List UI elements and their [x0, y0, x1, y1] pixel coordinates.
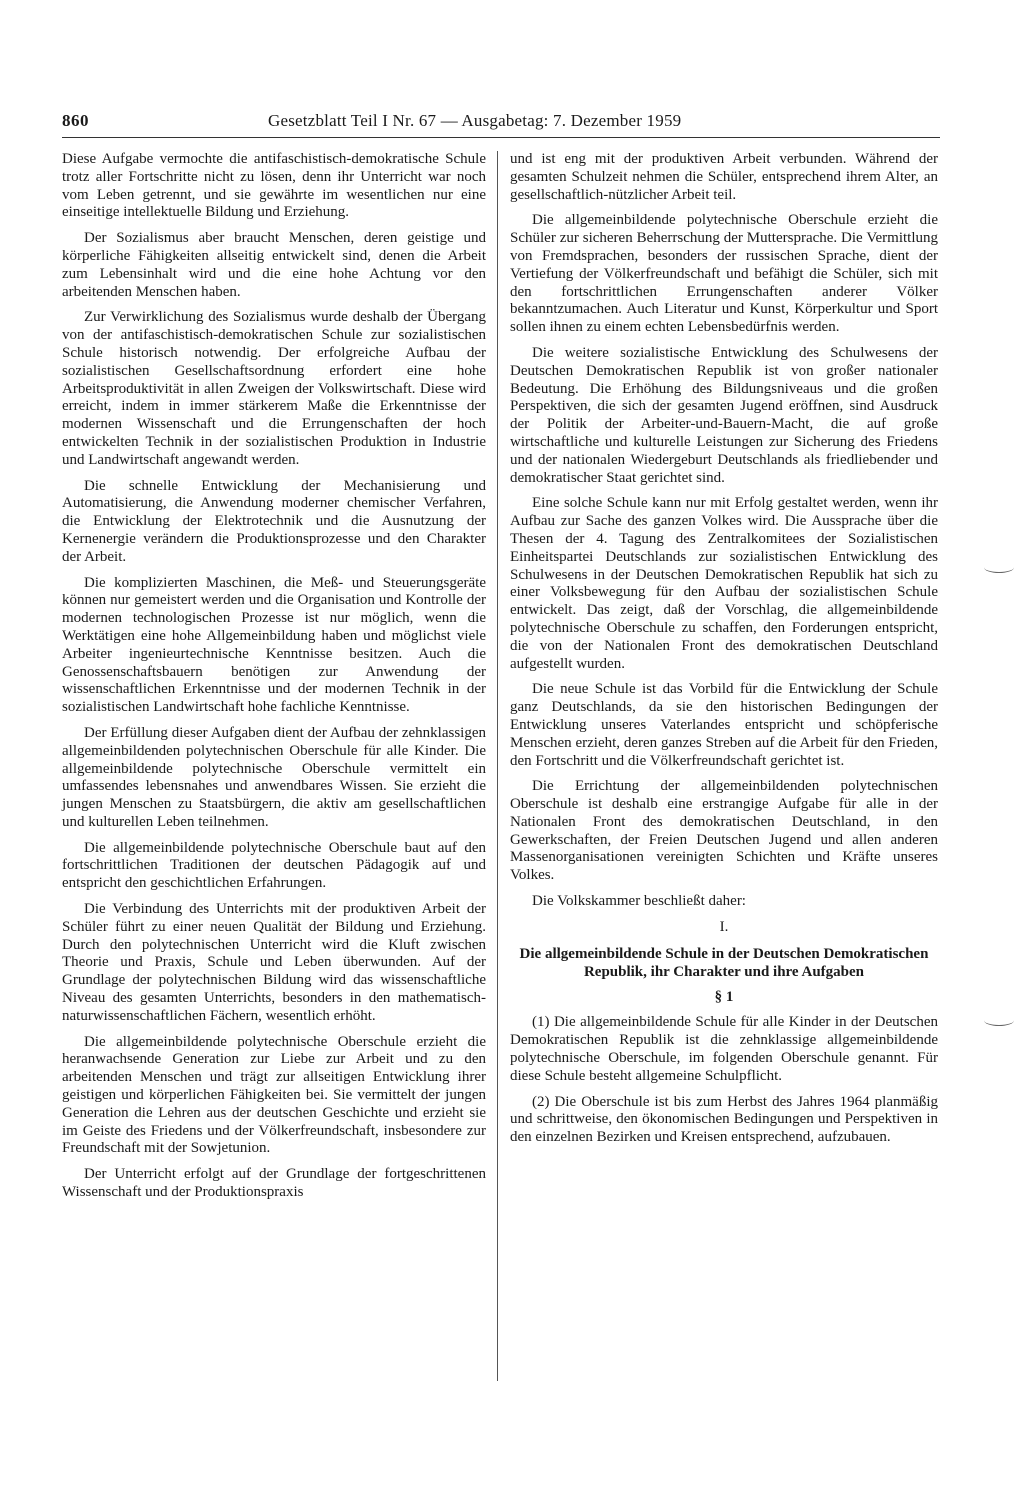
header-divider — [62, 137, 940, 138]
left-paragraph: Zur Verwirklichung des Sozialismus wurde deshalb der Übergang von der antifaschistisch-demokratischen Schule zur sozialistischen Schule historisch notwendig. Der erfolgreiche Aufbau der sozialistischen Gesellschaftsordnung erfordert eine hohe Arbeitsproduktivität in allen Zweigen der Volkswirtschaft. Diese wird erreicht, indem in immer stärkerem Maße die Erkenntnisse der modernen Wissenschaft und die Errungenschaften der hoch entwickelten Technik in der sozialistischen Produktion in Industrie und Landwirtschaft angewandt werden. — [62, 309, 486, 468]
paragraph-mark: § 1 — [714, 988, 734, 1005]
right-paragraph: Die neue Schule ist das Vorbild für die Entwicklung der Schule ganz Deutschlands, da sie den historischen Bedingungen der Entwicklung unseres Vaterlandes entspricht und schöpferische Menschen erzieht, deren ganzes Streben auf die Arbeit für den Frieden, den Fortschritt und die Völkerfreundschaft gerichtet ist. — [510, 681, 938, 769]
right-paragraph: Die Errichtung der allgemeinbildenden polytechnischen Oberschule ist deshalb eine erstrangige Aufgabe für alle in der Nationalen Front des demokratischen Deutschland, in den Gewerkschaften, der Freien Deutschen Jugend und allen anderen Massenorganisationen vereinigten Schichten und Kräfte unseres Volkes. — [510, 778, 938, 884]
right-continuation: und ist eng mit der produktiven Arbeit verbunden. Während der gesamten Schulzeit nehmen die Schüler, entsprechend ihrem Alter, an gesellschaftlich-nützlicher Arbeit teil. — [510, 151, 938, 203]
margin-pencil-mark — [984, 1015, 1014, 1026]
left-paragraph: Die Verbindung des Unterrichts mit der produktiven Arbeit der Schüler führt zu einer neuen Qualität der Bildung und Erziehung. Durch den polytechnischen Unterricht wird die Kluft zwischen Theorie und Praxis, Schule und Leben überwunden. Auf der Grundlage der polytechnischen Bildung wird das wissenschaftliche Niveau des gesamten Unterrichts, besonders in den mathematisch-naturwissenschaftlichen Fächern, wesentlich erhöht. — [62, 901, 486, 1024]
column-divider — [497, 151, 498, 1381]
right-paragraph: Eine solche Schule kann nur mit Erfolg gestaltet werden, wenn ihr Aufbau zur Sache des ganzen Volkes wird. Die Aussprache über die Thesen der 4. Tagung des Zentralkomitees der Sozialistischen Einheitspartei Deutschlands zur sozialistischen Entwicklung des Schulwesens in der Deutschen Demokratischen Republik hat sich zu einer Volksbewegung für den Aufbau der sozialistischen Schule entwickelt. Das zeigt, daß der Vorschlag, die allgemeinbildende polytechnische Oberschule zu schaffen, den Forderungen entspricht, die von der Nationalen Front des demokratischen Deutschland aufgestellt wurden. — [510, 495, 938, 672]
left-column — [62, 151, 486, 1210]
left-paragraph: Diese Aufgabe vermochte die antifaschistisch-demokratische Schule trotz aller Fortschritte nicht zu lösen, denn ihr Unterricht war noch vom Leben getrennt, und sie gewährte im wesentlichen nur eine einseitige intellektuelle Bildung und Erziehung. — [62, 151, 486, 221]
left-paragraph: Der Erfüllung dieser Aufgaben dient der Aufbau der zehnklassigen allgemeinbildenden polytechnischen Oberschule für alle Kinder. Die allgemeinbildende polytechnische Oberschule vermittelt ein umfassendes lebensnahes und anwendbares Wissen. Sie erzieht die jungen Menschen zu Staatsbürgern, die aktiv am gesellschaftlichen und kulturellen Leben teilnehmen. — [62, 724, 486, 830]
left-paragraph: Der Sozialismus aber braucht Menschen, deren geistige und körperliche Fähigkeiten allseitig entwickelt sind, denen die Arbeit zum Lebensinhalt wird und die eine hohe Achtung vor den arbeitenden Menschen haben. — [62, 230, 486, 300]
left-paragraph: Die allgemeinbildende polytechnische Oberschule baut auf den fortschrittlichen Traditionen der deutschen Pädagogik auf und entspricht den geschichtlichen Erfahrungen. — [62, 839, 486, 892]
right-paragraph: Die weitere sozialistische Entwicklung des Schulwesens der Deutschen Demokratischen Republik ist von großer nationaler Bedeutung. Die Erhöhung des Bildungsniveaus und die großen Perspektiven, die sich der gesamten Jugend eröffnen, sind Ausdruck der Politik der Arbeiter-und-Bauern-Macht, die auf große wirtschaftliche und kulturelle Leistungen zur Sicherung des Friedens und der nationalen Wiedergeburt Deutschlands als friedliebender und demokratischer Staat gerichtet sind. — [510, 344, 938, 486]
clause-paragraph: (1) Die allgemeinbildende Schule für alle Kinder in der Deutschen Demokratischen Republik ist die zehnklassige allgemeinbildende polytechnische Oberschule, im folgenden Oberschule genannt. Für diese Schule besteht allgemeine Schulpflicht. — [510, 1014, 938, 1084]
section-heading: Die allgemeinbildende Schule in der Deutschen Demokratischen Republik, ihr Charakter und ihre Aufgaben — [519, 945, 929, 980]
left-paragraph: Die allgemeinbildende polytechnische Oberschule erzieht die heranwachsende Generation zur Liebe zur Arbeit und zu den arbeitenden Menschen und trägt zur allseitigen Entwicklung ihrer geistigen und körperlichen Fähigkeiten bei. Sie vermittelt der jungen Generation die Lehren aus der deutschen Geschichte und erzieht sie im Geiste des Friedens und der Völkerfreundschaft, insbesondere zur Freundschaft mit der Sowjetunion. — [62, 1033, 486, 1157]
page-number: 860 — [62, 111, 89, 130]
roman-numeral-heading: I. — [719, 918, 729, 935]
right-paragraph: Die allgemeinbildende polytechnische Oberschule erzieht die Schüler zur sicheren Beherrschung der Muttersprache. Die Vermittlung von Fremdsprachen, besonders der russischen Sprache, dient der Vertiefung der Völkerfreundschaft und befähigt die Schüler, sich mit den fortschrittlichen Errungenschaften anderer Völker bekanntzumachen. Auch Literatur und Kunst, Körperkultur und Sport sollen ihnen zu einem echten Lebensbedürfnis werden. — [510, 212, 938, 336]
margin-pencil-mark — [984, 562, 1014, 573]
header-title: Gesetzblatt Teil I Nr. 67 — Ausgabetag: 7. Dezember 1959 — [268, 111, 682, 130]
clause-paragraph: (2) Die Oberschule ist bis zum Herbst des Jahres 1964 planmäßig und schrittweise, den ökonomischen Bedingungen und Perspektiven in den einzelnen Bezirken und Kreisen entsprechend, aufzubauen. — [510, 1093, 938, 1146]
left-paragraph: Die schnelle Entwicklung der Mechanisierung und Automatisierung, die Anwendung moderner chemischer Verfahren, die Entwicklung der Elektrotechnik und die Ausnutzung der Kernenergie verändern die Produktionsprozesse und den Charakter der Arbeit. — [62, 477, 486, 565]
left-paragraph: Der Unterricht erfolgt auf der Grundlage der fortgeschrittenen Wissenschaft und der Produktionspraxis — [62, 1166, 486, 1201]
right-column — [510, 151, 938, 1155]
left-paragraph: Die komplizierten Maschinen, die Meß- und Steuerungsgeräte können nur gemeistert werden und die Organisation und Kontrolle der modernen technologischen Prozesse ist nur möglich, wenn die Werktätigen eine hohe Allgemeinbildung haben und möglichst viele Arbeiter ingenieurtechnische Kenntnisse besitzen. Auch die Genossenschaftsbauern benötigen zur Anwendung der wissenschaftlichen Erkenntnisse und der modernen Technik in der sozialistischen Landwirtschaft hohe fachliche Kenntnisse. — [62, 574, 486, 716]
resolution-line: Die Volkskammer beschließt daher: — [532, 893, 746, 910]
